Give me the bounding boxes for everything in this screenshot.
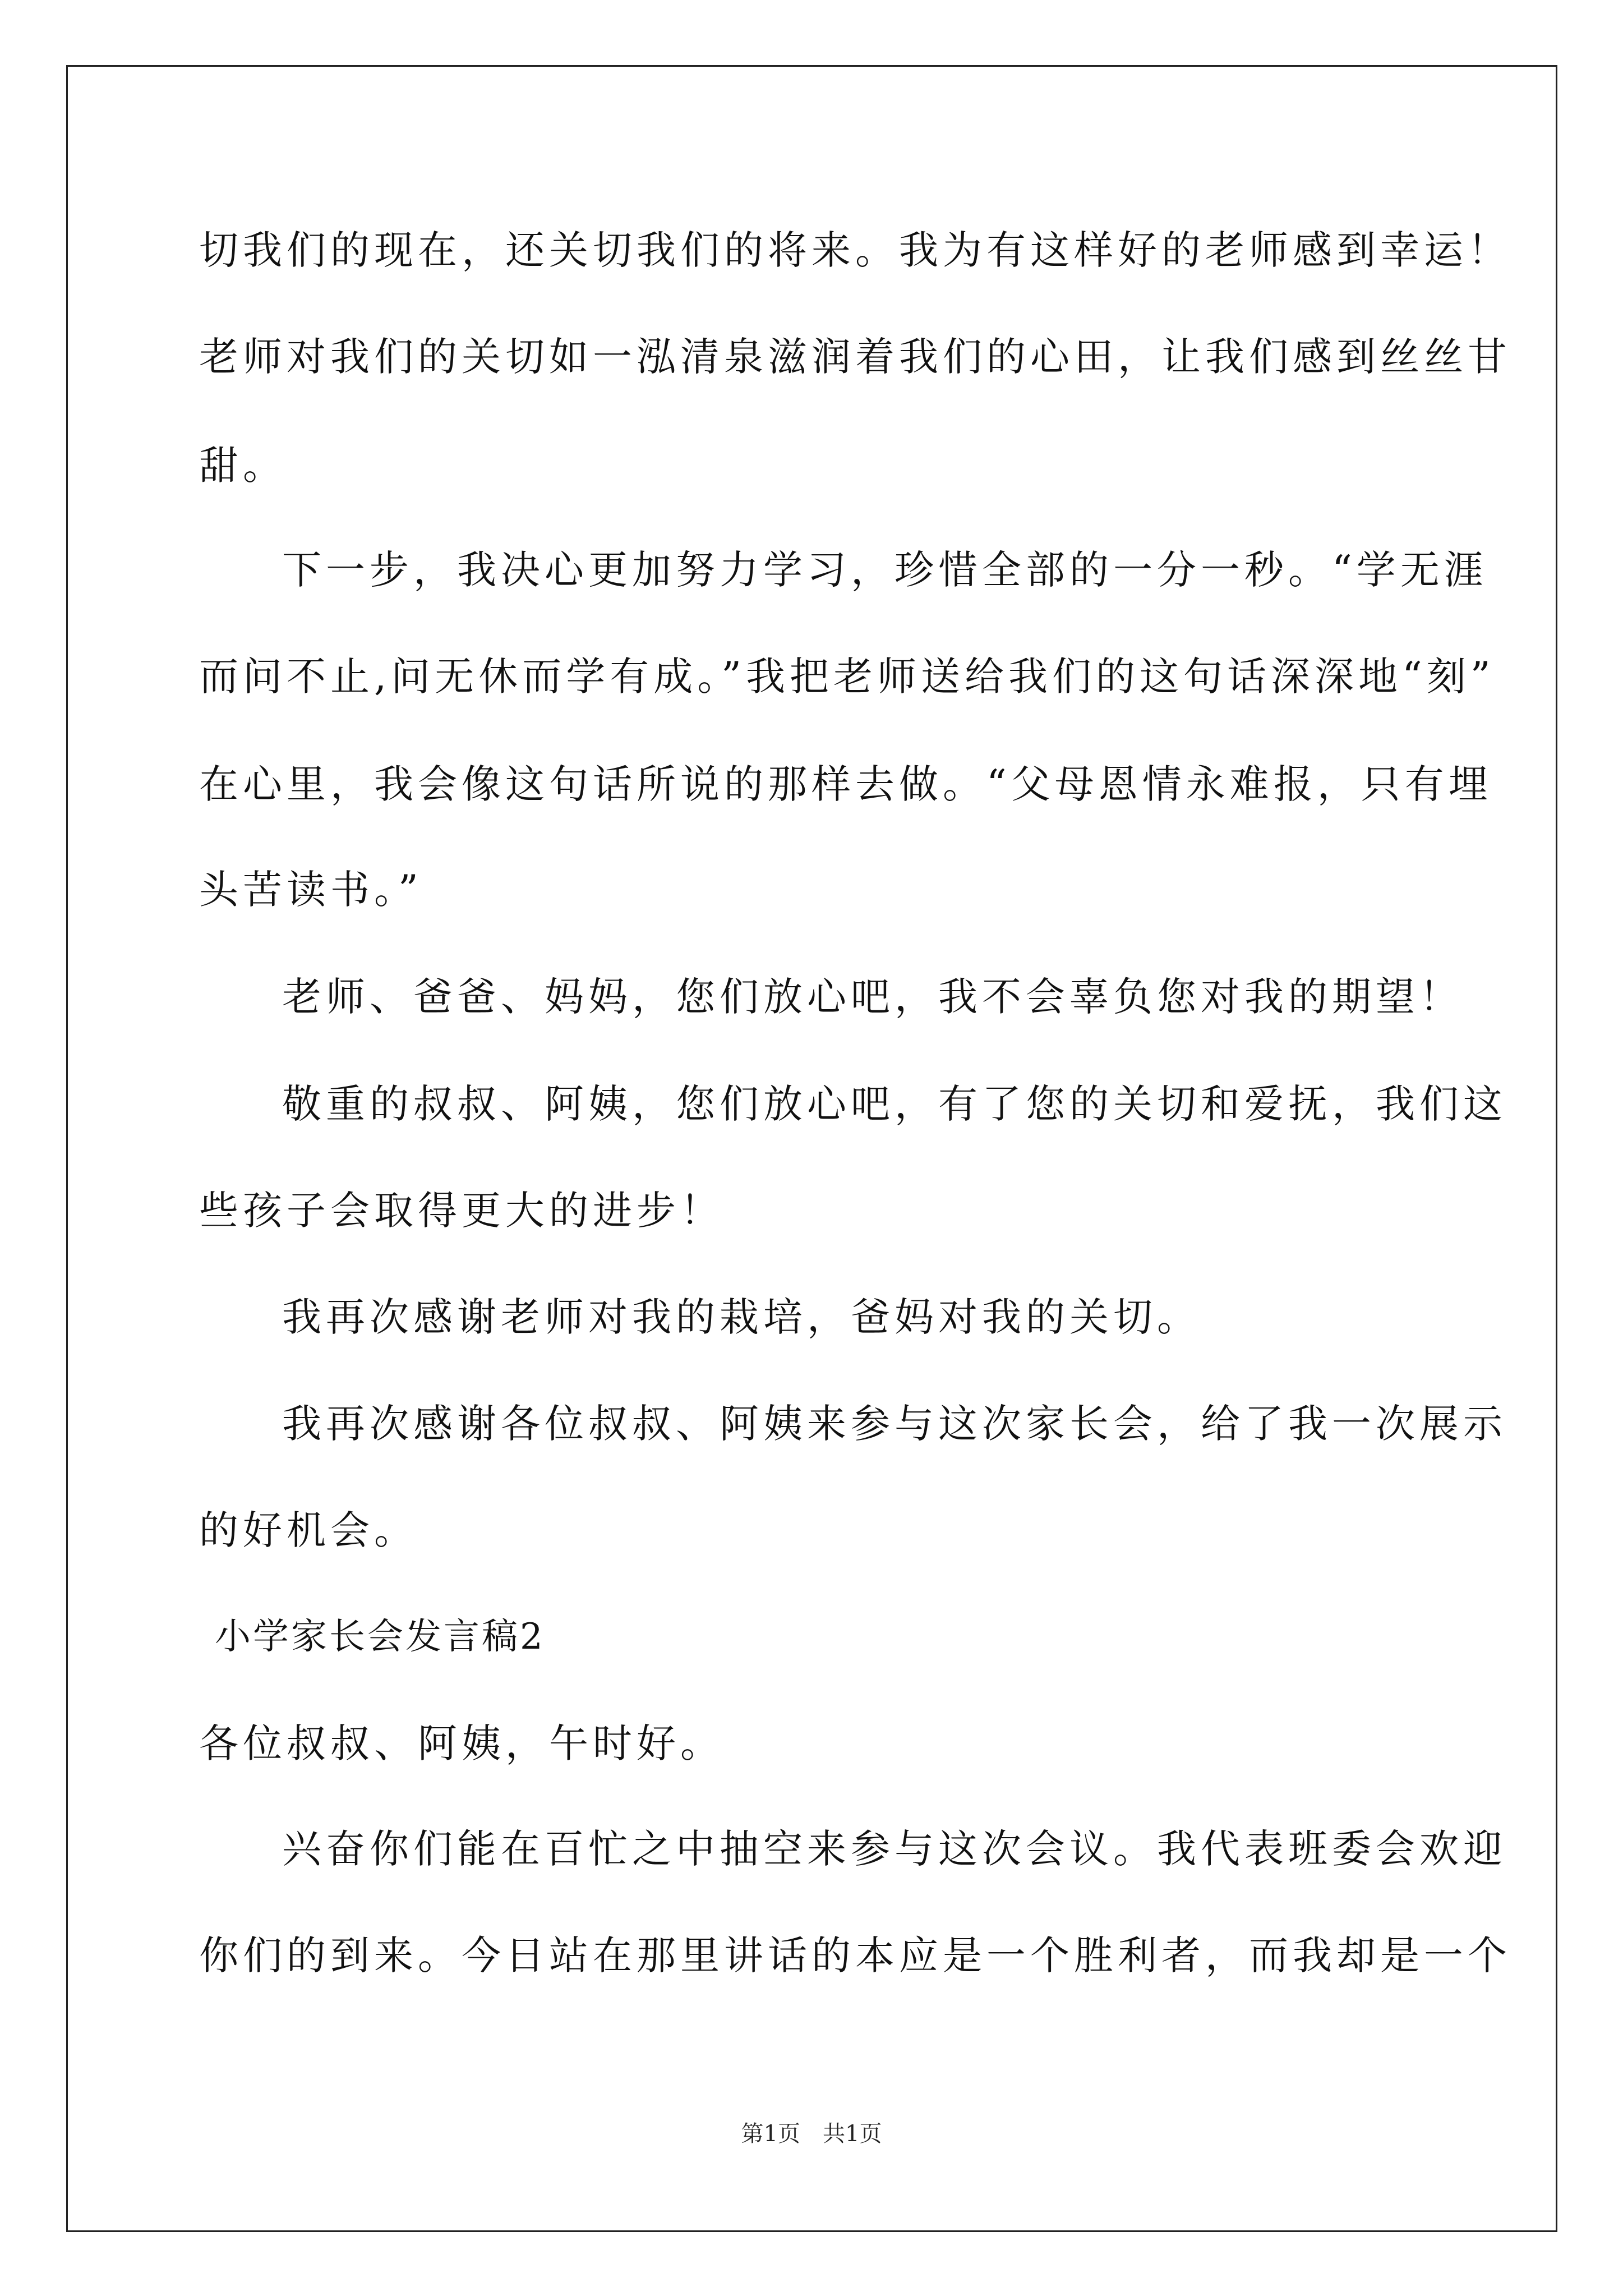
page-border <box>66 65 1557 2232</box>
paragraph-line: 些孩子会取得更大的进步！ <box>199 1188 724 1234</box>
paragraph-line: 在心里，我会像这句话所说的那样去做。“父母恩情永难报，只有埋 <box>199 761 1492 807</box>
page-footer: 第1页 共1页 <box>741 2121 882 2147</box>
paragraph-line: 兴奋你们能在百忙之中抽空来参与这次会议。我代表班委会欢迎 <box>282 1826 1507 1872</box>
paragraph-line: 下一步，我决心更加努力学习，珍惜全部的一分一秒。“学无涯 <box>282 547 1488 593</box>
paragraph-line: 老师、爸爸、妈妈，您们放心吧，我不会辜负您对我的期望！ <box>282 974 1463 1020</box>
paragraph-line: 切我们的现在，还关切我们的将来。我为有这样好的老师感到幸运！ <box>199 227 1511 273</box>
paragraph-line: 各位叔叔、阿姨，午时好。 <box>199 1720 724 1766</box>
paragraph-line: 我再次感谢老师对我的栽培，爸妈对我的关切。 <box>282 1294 1201 1340</box>
paragraph-line: 敬重的叔叔、阿姨，您们放心吧，有了您的关切和爱抚，我们这 <box>282 1081 1507 1127</box>
paragraph-line: 老师对我们的关切如一泓清泉滋润着我们的心田，让我们感到丝丝甘 <box>199 334 1511 380</box>
paragraph-line: 甜。 <box>199 443 287 489</box>
paragraph-line: 我再次感谢各位叔叔、阿姨来参与这次家长会，给了我一次展示 <box>282 1401 1507 1447</box>
paragraph-line: 头苦读书。” <box>199 867 423 913</box>
paragraph-line: 的好机会。 <box>199 1507 418 1553</box>
section-heading: 小学家长会发言稿2 <box>215 1616 545 1658</box>
paragraph-line: 你们的到来。今日站在那里讲话的本应是一个胜利者，而我却是一个 <box>199 1932 1511 1978</box>
paragraph-line: 而问不止,问无休而学有成。”我把老师送给我们的这句话深深地“刻” <box>199 654 1495 700</box>
